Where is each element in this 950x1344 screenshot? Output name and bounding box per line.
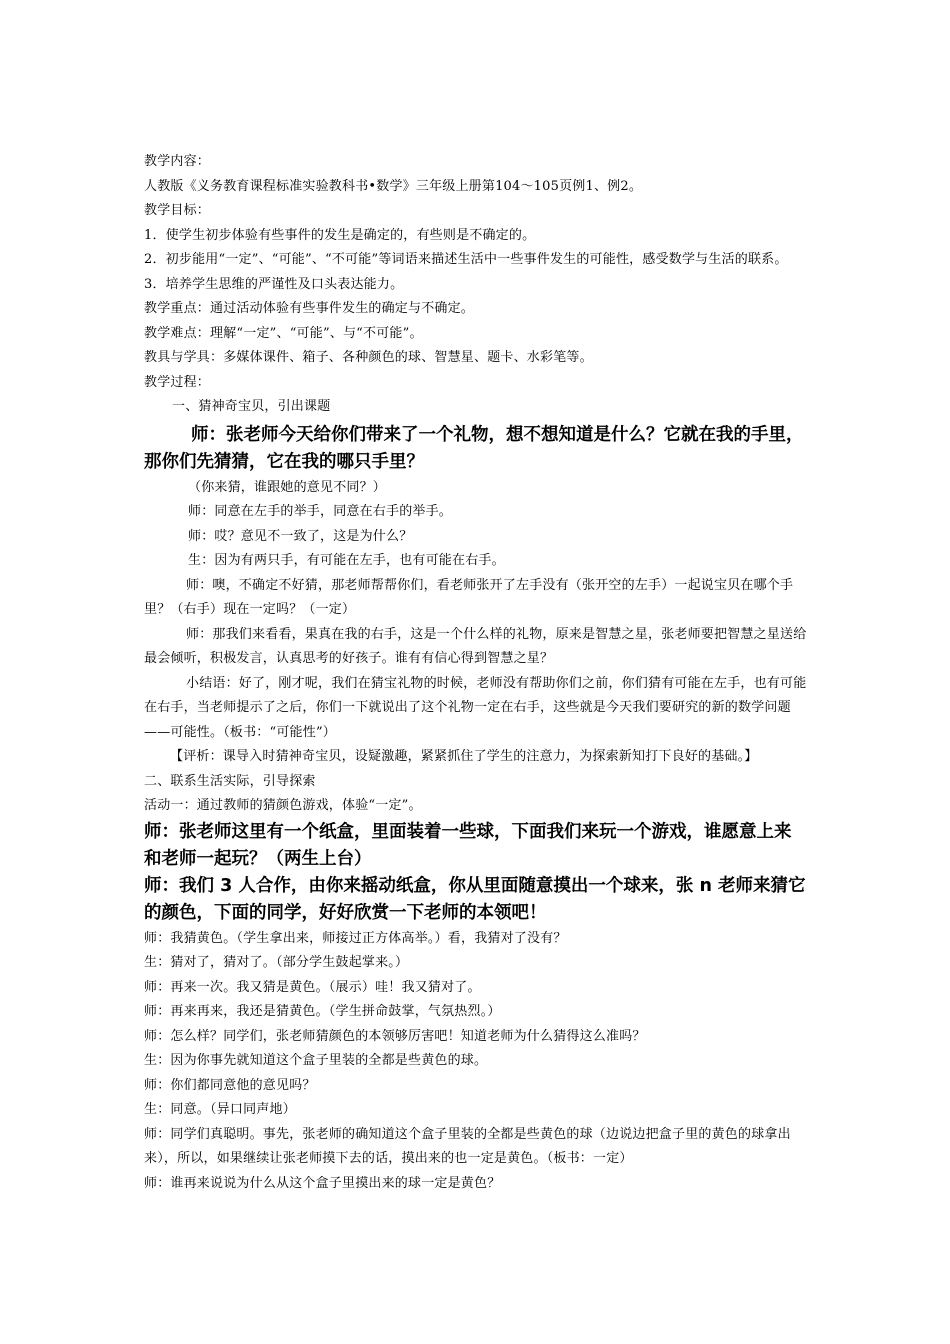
tools: 教具与学具：多媒体课件、箱子、各种颜色的球、智慧星、题卡、水彩笔等。 xyxy=(144,350,593,365)
dialogue-line: 师：再来再来，我还是猜黄色。（学生拼命鼓掌，气氛热烈。） xyxy=(144,1004,501,1019)
dialogue-line: 师：谁再来说说为什么从这个盒子里摸出来的球一定是黄色？ xyxy=(144,1175,501,1191)
dialogue-line: 师：怎么样？同学们，张老师猜颜色的本领够厉害吧！知道老师为什么猜得这么准吗？ xyxy=(144,1028,646,1044)
dialogue-line: 师：哎？意见不一致了，这是为什么？ xyxy=(188,528,413,544)
dialogue-line: 师：同意在左手的举手，同意在右手的举手。 xyxy=(188,504,453,519)
dialogue-line: 师：你们都同意他的意见吗？ xyxy=(144,1077,316,1093)
dialogue-line: 生：因为有两只手，有可能在左手，也有可能在右手。 xyxy=(188,553,505,568)
difficulty: 教学难点：理解“一定”、“可能”、与“不可能”。 xyxy=(144,325,423,341)
content-label: 教学内容： xyxy=(144,154,211,169)
dialogue-line: 生：同意。（异口同声地） xyxy=(144,1102,296,1117)
section-heading-1: 一、猜神奇宝贝，引出课题 xyxy=(172,399,331,414)
bold-dialogue-3: 师：我们 3 人合作，由你来摇动纸盒，你从里面随意摸出一个球来，张 n 老师来猜它的颜色，下面的同学，好好欣赏一下老师的本领吧！ xyxy=(144,875,806,923)
bold-dialogue-2: 师：张老师这里有一个纸盒，里面装着一些球，下面我们来玩一个游戏，谁愿意上来和老师一起玩？（两生上台） xyxy=(144,821,792,869)
summary-paragraph: 小结语：好了，刚才呢，我们在猜宝礼物的时候，老师没有帮助你们之前，你们猜有可能在左手，也有可能在右手，当老师提示了之后，你们一下就说出了这个礼物一定在右手，这些就是今天我们要研究的新的数学问题——可能性。（板书：“可能性”） xyxy=(144,675,807,740)
dialogue-line: 生：因为你事先就知道这个盒子里装的全都是些黄色的球。 xyxy=(144,1053,488,1068)
section-heading-2: 二、联系生活实际，引导探索 xyxy=(144,773,316,789)
comment-note: 【评析：课导入时猜神奇宝贝，设疑激趣，紧紧抓住了学生的注意力，为探索新知打下良好的基础。】 xyxy=(170,749,758,764)
document-page xyxy=(144,150,808,1196)
goal-item-3: 3．培养学生思维的严谨性及口头表达能力。 xyxy=(144,276,404,292)
dialogue-line: 师：那我们来看看，果真在我的右手，这是一个什么样的礼物，原来是智慧之星，张老师要把智慧之星送给最会倾听，积极发言，认真思考的好孩子。谁有有信心得到智慧之星？ xyxy=(144,626,807,666)
bold-dialogue-1: 师：张老师今天给你们带来了一个礼物，想不想知道是什么？它就在我的手里，那你们先猜猜，它在我的哪只手里？ xyxy=(144,424,804,472)
activity-heading: 活动一：通过教师的猜颜色游戏，体验“一定”。 xyxy=(144,798,422,813)
key-point: 教学重点：通过活动体验有些事件发生的确定与不确定。 xyxy=(144,301,475,316)
goal-label: 教学目标： xyxy=(144,203,211,218)
process-label: 教学过程： xyxy=(144,374,211,390)
dialogue-line: 师：再来一次。我又猜是黄色。（展示）哇！我又猜对了。 xyxy=(144,979,481,995)
dialogue-line: 生：猜对了，猜对了。（部分学生鼓起掌来。） xyxy=(144,955,409,970)
dialogue-line: 师：我猜黄色。（学生拿出来，师接过正方体高举。）看，我猜对了没有？ xyxy=(144,930,567,946)
dialogue-line: 师：同学们真聪明。事先，张老师的确知道这个盒子里装的全都是些黄色的球（边说边把盒子里的黄色的球拿出来），所以，如果继续让张老师摸下去的话，摸出来的也一定是黄色。（板书：一定） xyxy=(144,1126,791,1166)
goal-item-2: 2．初步能用“一定”、“可能”、“不可能”等词语来描述生活中一些事件发生的可能性，感受数学与生活的联系。 xyxy=(144,252,788,267)
goal-item-1: 1．使学生初步体验有些事件的发生是确定的，有些则是不确定的。 xyxy=(144,227,536,243)
dialogue-line: 师：噢，不确定不好猜，那老师帮帮你们，看老师张开了左手没有（张开空的左手）一起说宝贝在哪个手里？（右手）现在一定吗？（一定） xyxy=(144,577,794,617)
content-text: 人教版《义务教育课程标准实验教科书•数学》三年级上册第104～105页例1、例2。 xyxy=(144,178,643,194)
dialogue-line: （你来猜，谁跟她的意见不同？） xyxy=(188,479,387,495)
